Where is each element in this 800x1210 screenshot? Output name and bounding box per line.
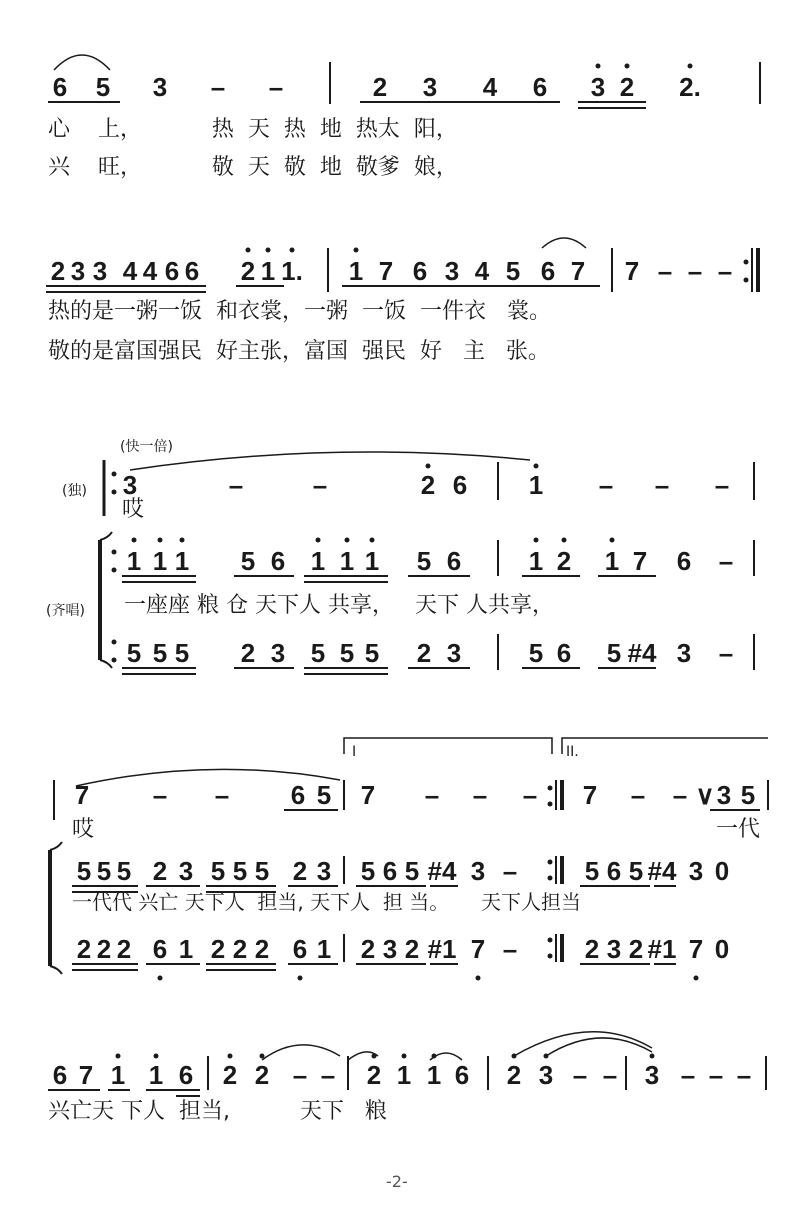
note-r4_bot-0: 2 [76, 934, 92, 964]
solo-lyric: 哎 [122, 497, 145, 522]
note-r4_bot-11: 3 [382, 934, 398, 964]
note-r4_bot-7: 2 [254, 934, 270, 964]
note-r1-0: 6 [52, 72, 68, 102]
note-r4_bot-1: 2 [96, 934, 112, 964]
row2-lyric-verse2: 敬的是富国强民 好主张，富国 强民 好 主 张。 [48, 339, 550, 364]
note-r5-11: 1 [426, 1060, 442, 1090]
note-r2-19: – [657, 256, 673, 286]
note-r2-3: 4 [122, 256, 138, 286]
note-chorus_bottom-5: 5 [310, 638, 326, 668]
volta-2-label: II. [566, 744, 579, 760]
row1-lyric-verse2: 兴 旺， 敬 天 敬 地 敬爹 娘， [48, 155, 458, 180]
note-r4_mid-15: – [502, 856, 518, 886]
note-chorus_top-7: 1 [364, 546, 380, 576]
note-chorus_bottom-15: – [718, 638, 734, 668]
note-chorus_bottom-6: 5 [339, 638, 355, 668]
note-r5-3: 1 [148, 1060, 164, 1090]
row4-chorus-lyric: 一代代 兴亡 天下人 担当, 天下人 担 当。 天下人担当 [72, 890, 582, 914]
note-r4_mid-20: 3 [688, 856, 704, 886]
note-r2-0: 2 [50, 256, 66, 286]
note-r4_mid-5: 5 [210, 856, 226, 886]
note-r4_bot-12: 2 [404, 934, 420, 964]
note-r5-20: – [736, 1060, 752, 1090]
note-solo-6: – [598, 470, 614, 500]
note-r2-2: 3 [92, 256, 108, 286]
note-r4_solo-6: – [424, 780, 440, 810]
note-chorus_top-0: 1 [126, 546, 142, 576]
note-r4_bot-2: 2 [116, 934, 132, 964]
note-r5-9: 2 [366, 1060, 382, 1090]
note-r4_solo-3: 6 [290, 780, 306, 810]
note-chorus_bottom-2: 5 [174, 638, 190, 668]
note-r4_solo-5: 7 [360, 780, 376, 810]
note-r2-10: 1 [348, 256, 364, 286]
note-chorus_bottom-0: 5 [126, 638, 142, 668]
note-r4_mid-6: 5 [232, 856, 248, 886]
note-r4_mid-7: 5 [254, 856, 270, 886]
note-r1-6: 3 [422, 72, 438, 102]
note-r1-9: 3 [590, 72, 606, 102]
row4-solo-lyric-end: 一代 [716, 817, 761, 842]
note-r2-14: 4 [474, 256, 490, 286]
note-r5-6: 2 [254, 1060, 270, 1090]
note-chorus_top-6: 1 [339, 546, 355, 576]
note-solo-0: 3 [122, 470, 138, 500]
note-r2-17: 7 [570, 256, 586, 286]
note-r4_bot-17: 3 [606, 934, 622, 964]
note-r4_solo-13: 3 [716, 780, 732, 810]
row5-lyric: 兴亡天 下人 担当, 天下 粮 [48, 1099, 387, 1124]
note-r5-15: – [572, 1060, 588, 1090]
note-chorus_bottom-10: 5 [528, 638, 544, 668]
note-r4_mid-13: #4 [427, 856, 457, 886]
note-r1-10: 2 [619, 72, 635, 102]
chorus-lyric: 一座座 粮 仓 天下人 共享， 天下 人共享， [124, 593, 554, 618]
note-r2-16: 6 [540, 256, 556, 286]
note-solo-4: 6 [452, 470, 468, 500]
note-r4_solo-10: – [630, 780, 646, 810]
note-r5-12: 6 [454, 1060, 470, 1090]
note-r4_bot-3: 6 [152, 934, 168, 964]
tempo-marking: (快一倍) [120, 439, 173, 455]
note-r1-2: 3 [152, 72, 168, 102]
note-chorus_top-3: 5 [240, 546, 256, 576]
note-r4_mid-9: 3 [316, 856, 332, 886]
note-r4_bot-16: 2 [584, 934, 600, 964]
note-r2-15: 5 [505, 256, 521, 286]
note-r5-19: – [708, 1060, 724, 1090]
note-r5-4: 6 [178, 1060, 194, 1090]
note-r4_bot-5: 2 [210, 934, 226, 964]
note-r5-18: – [680, 1060, 696, 1090]
note-r4_solo-12: ∨ [695, 780, 715, 810]
note-chorus_bottom-7: 5 [364, 638, 380, 668]
note-r4_solo-8: – [522, 780, 538, 810]
note-r4_mid-4: 3 [178, 856, 194, 886]
note-r1-1: 5 [95, 72, 111, 102]
note-r5-1: 7 [78, 1060, 94, 1090]
row2-lyric-verse1: 热的是一粥一饭 和衣裳，一粥 一饭 一件衣 裳。 [48, 299, 551, 324]
note-r2-12: 6 [412, 256, 428, 286]
note-r4_mid-11: 6 [382, 856, 398, 886]
note-chorus_top-9: 6 [446, 546, 462, 576]
note-r4_mid-1: 5 [96, 856, 112, 886]
note-chorus_top-13: 7 [632, 546, 648, 576]
note-chorus_top-4: 6 [270, 546, 286, 576]
note-solo-8: – [714, 470, 730, 500]
note-r1-8: 6 [532, 72, 548, 102]
note-r2-11: 7 [378, 256, 394, 286]
note-r4_solo-0: 7 [74, 780, 90, 810]
note-r4_solo-1: – [152, 780, 168, 810]
note-r4_mid-12: 5 [404, 856, 420, 886]
note-r2-20: – [687, 256, 703, 286]
note-r5-14: 3 [538, 1060, 554, 1090]
note-r4_bot-18: 2 [628, 934, 644, 964]
note-chorus_bottom-8: 2 [416, 638, 432, 668]
note-r4_bot-20: 7 [688, 934, 704, 964]
note-r4_mid-16: 5 [584, 856, 600, 886]
note-r4_bot-15: – [502, 934, 518, 964]
note-r2-18: 7 [624, 256, 640, 286]
note-r4_bot-19: #1 [647, 934, 677, 964]
note-r4_mid-8: 2 [292, 856, 308, 886]
note-chorus_top-1: 1 [152, 546, 168, 576]
note-solo-7: – [654, 470, 670, 500]
note-chorus_top-5: 1 [310, 546, 326, 576]
note-r4_mid-10: 5 [360, 856, 376, 886]
note-r2-21: – [717, 256, 733, 286]
note-r4_bot-10: 2 [360, 934, 376, 964]
note-r4_mid-2: 5 [116, 856, 132, 886]
note-chorus_top-14: 6 [676, 546, 692, 576]
note-r5-0: 6 [52, 1060, 68, 1090]
note-chorus_bottom-11: 6 [556, 638, 572, 668]
note-chorus_top-2: 1 [174, 546, 190, 576]
note-r2-1: 3 [70, 256, 86, 286]
note-solo-5: 1 [528, 470, 544, 500]
note-r4_bot-21: 0 [714, 934, 730, 964]
note-r5-17: 3 [644, 1060, 660, 1090]
row1-lyric-verse1: 心 上， 热 天 热 地 热太 阳， [48, 117, 458, 142]
note-r5-8: – [320, 1060, 336, 1090]
note-r5-10: 1 [396, 1060, 412, 1090]
note-solo-2: – [312, 470, 328, 500]
note-r4_bot-9: 1 [316, 934, 332, 964]
note-r4_bot-4: 1 [178, 934, 194, 964]
note-r4_mid-18: 5 [628, 856, 644, 886]
note-r1-5: 2 [372, 72, 388, 102]
note-solo-3: 2 [420, 470, 436, 500]
note-r2-6: 6 [184, 256, 200, 286]
note-r1-7: 4 [482, 72, 498, 102]
note-chorus_bottom-3: 2 [240, 638, 256, 668]
note-r4_bot-6: 2 [232, 934, 248, 964]
note-r4_mid-3: 2 [152, 856, 168, 886]
note-r4_mid-0: 5 [76, 856, 92, 886]
note-chorus_top-10: 1 [528, 546, 544, 576]
note-r5-5: 2 [222, 1060, 238, 1090]
note-chorus_bottom-12: 5 [606, 638, 622, 668]
note-r1-3: – [210, 72, 226, 102]
row4-solo-lyric: 哎 [72, 817, 95, 842]
note-r2-4: 4 [142, 256, 158, 286]
note-r4_bot-14: 7 [470, 934, 486, 964]
note-chorus_top-12: 1 [604, 546, 620, 576]
page-number: -2- [386, 1172, 408, 1191]
note-r5-13: 2 [506, 1060, 522, 1090]
note-r4_solo-9: 7 [582, 780, 598, 810]
note-chorus_bottom-1: 5 [152, 638, 168, 668]
note-r4_solo-2: – [214, 780, 230, 810]
note-r4_bot-13: #1 [427, 934, 457, 964]
note-r4_solo-11: – [672, 780, 688, 810]
note-r4_solo-14: 5 [740, 780, 756, 810]
note-r4_mid-17: 6 [606, 856, 622, 886]
note-r1-11: 2. [679, 72, 701, 102]
note-r5-16: – [602, 1060, 618, 1090]
note-chorus_top-8: 5 [416, 546, 432, 576]
note-r5-2: 1 [110, 1060, 126, 1090]
note-r4_bot-8: 6 [292, 934, 308, 964]
volta-1-label: I [352, 744, 357, 760]
note-chorus_top-11: 2 [556, 546, 572, 576]
note-r5-7: – [292, 1060, 308, 1090]
solo-part-label: (独) [62, 483, 87, 499]
note-chorus_bottom-14: 3 [676, 638, 692, 668]
note-chorus_bottom-13: #4 [627, 638, 657, 668]
note-chorus_top-15: – [718, 546, 734, 576]
note-r4_solo-7: – [472, 780, 488, 810]
note-r2-5: 6 [164, 256, 180, 286]
note-r4_mid-14: 3 [470, 856, 486, 886]
note-solo-1: – [228, 470, 244, 500]
note-r4_solo-4: 5 [316, 780, 332, 810]
note-chorus_bottom-4: 3 [270, 638, 286, 668]
note-chorus_bottom-9: 3 [446, 638, 462, 668]
note-r4_mid-19: #4 [647, 856, 677, 886]
note-r1-4: – [268, 72, 284, 102]
note-r2-7: 2 [240, 256, 256, 286]
note-r2-9: 1. [281, 256, 303, 286]
chorus-part-label: (齐唱) [46, 603, 85, 619]
note-r2-8: 1 [260, 256, 276, 286]
note-r2-13: 3 [444, 256, 460, 286]
note-r4_mid-21: 0 [714, 856, 730, 886]
